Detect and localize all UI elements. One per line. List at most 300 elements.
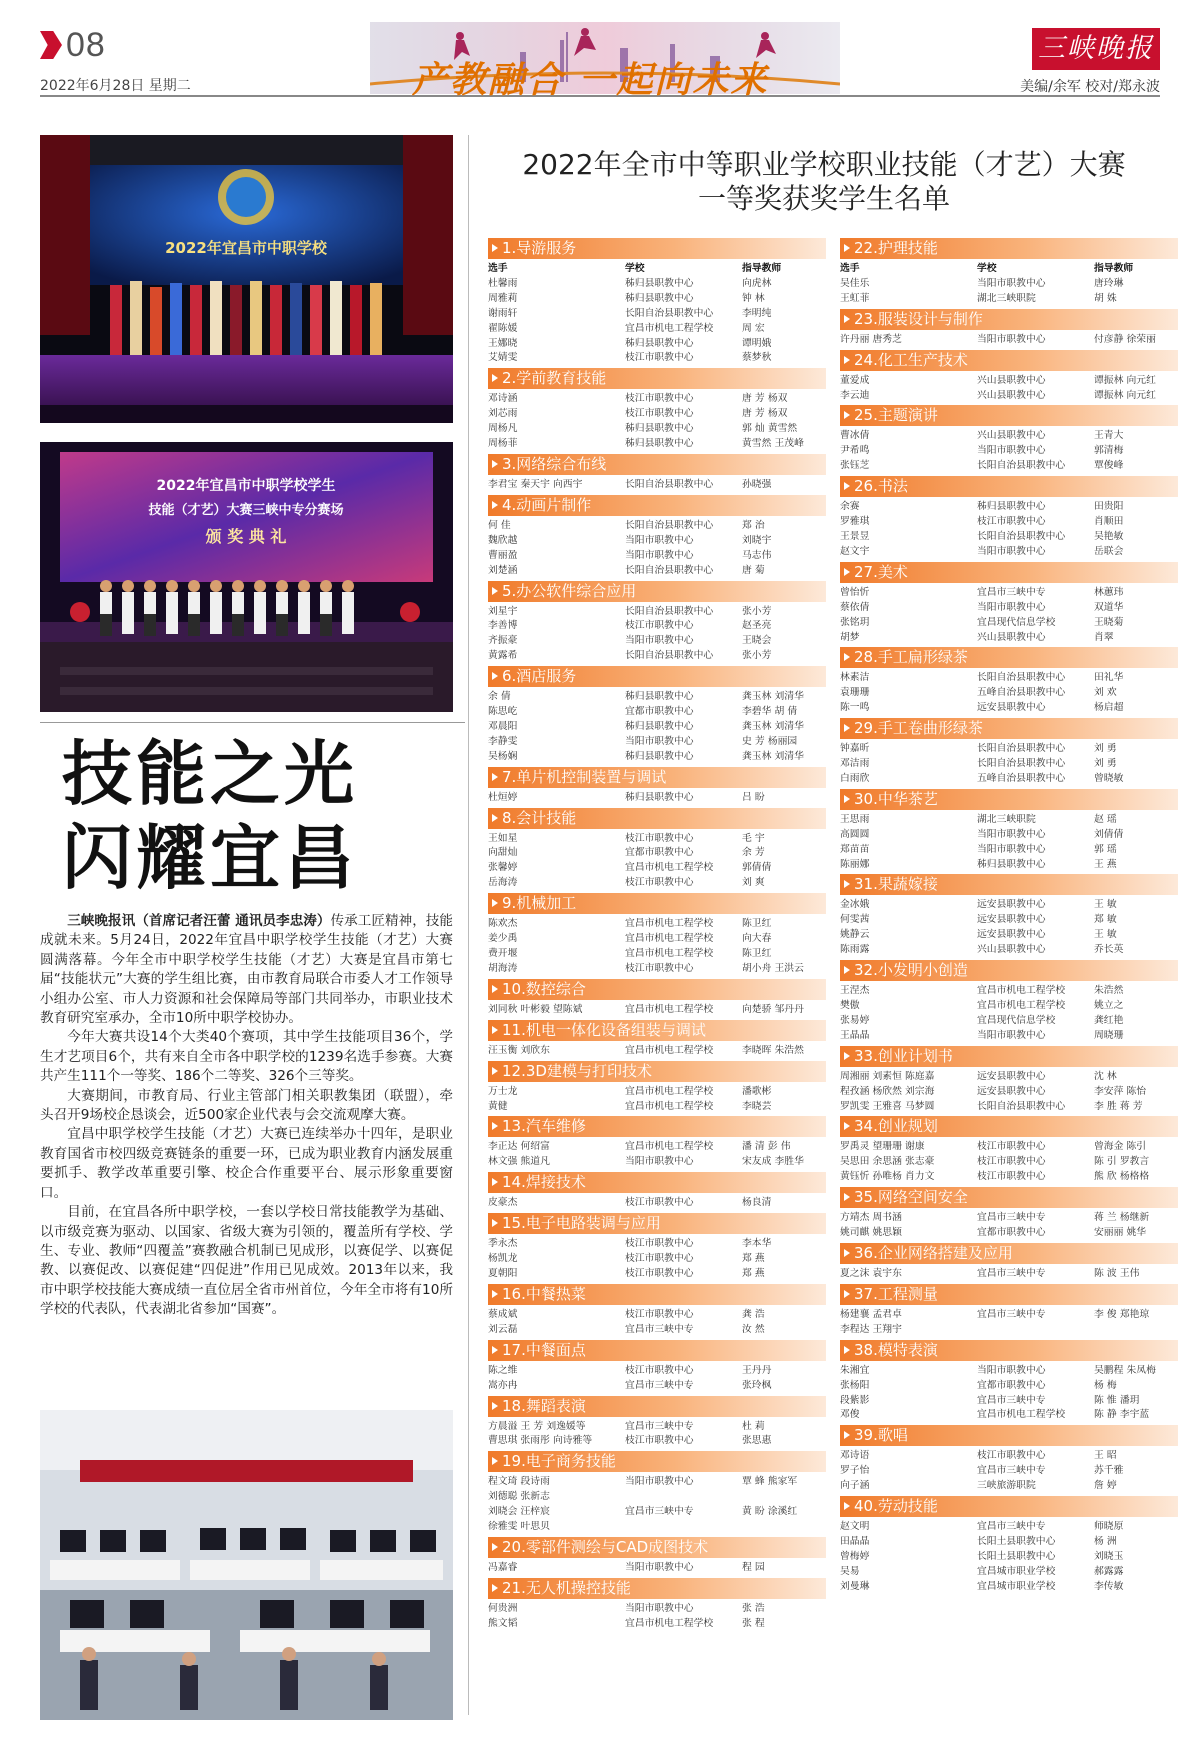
teacher-name: 李 俊 郑艳琼 <box>1094 1308 1150 1320</box>
banner-slogan: 产教融合 一起向未来 <box>412 60 769 101</box>
student-name: 徐雅雯 叶思贝 <box>488 1521 550 1533</box>
school-name: 宜昌市三峡中专 <box>625 1506 694 1518</box>
student-name: 刘星宇 <box>488 605 518 617</box>
winner-row <box>840 545 1178 560</box>
teacher-name: 曾海金 陈引 <box>1094 1141 1147 1153</box>
school-name: 长阳自治县职教中心 <box>977 1100 1066 1112</box>
student-name: 余赛 <box>840 501 860 513</box>
competition-section <box>840 1284 1178 1338</box>
teacher-name: 郭倩倩 <box>742 862 772 874</box>
winner-row <box>488 534 826 549</box>
headline-line2: 闪耀宜昌 <box>62 817 358 899</box>
student-name: 金冰娥 <box>840 899 870 911</box>
section-title: 23.服装设计与制作 <box>840 309 1178 330</box>
student-name: 杜馨雨 <box>488 277 518 289</box>
student-name: 张易婷 <box>840 1014 870 1026</box>
competition-section <box>488 767 826 806</box>
winner-row <box>488 1434 826 1449</box>
school-name: 远安县职教中心 <box>977 702 1046 714</box>
student-name: 张钰芝 <box>840 460 870 472</box>
competition-section <box>488 581 826 665</box>
section-title: 28.手工扁形绿茶 <box>840 647 1178 668</box>
student-name: 董爱成 <box>840 374 870 386</box>
teacher-name: 陈卫红 <box>742 918 772 930</box>
teacher-name: 肖翠 <box>1094 631 1114 643</box>
teacher-name: 刘 勇 <box>1094 743 1117 755</box>
teacher-name: 唐玲琳 <box>1094 277 1124 289</box>
winners-column-left <box>488 238 826 1634</box>
student-name: 王景昱 <box>840 530 870 542</box>
teacher-name: 李晓晖 朱浩然 <box>742 1044 804 1056</box>
student-name: 方晨溢 王 芳 刘逸媛等 <box>488 1420 586 1432</box>
student-name: 蔡成斌 <box>488 1308 518 1320</box>
school-name: 宜昌市机电工程学校 <box>625 933 714 945</box>
competition-section <box>840 476 1178 560</box>
section-title: 12.3D建模与打印技术 <box>488 1061 826 1082</box>
competition-section <box>488 1578 826 1632</box>
teacher-name: 杨 洲 <box>1094 1535 1117 1547</box>
section-title: 25.主题演讲 <box>840 405 1178 426</box>
school-name: 宜昌市机电工程学校 <box>625 322 714 334</box>
award-ceremony-image <box>40 442 453 712</box>
school-name: 兴山县职教中心 <box>977 944 1046 956</box>
section-title: 2.学前教育技能 <box>488 368 826 389</box>
winner-row <box>488 750 826 765</box>
article-paragraph-1: 传承工匠精神，技能成就未来。5月24日，2022年宜昌中职学校学生技能（才艺）大赛圆满落幕。今年全市中职学校学生技能（才艺）大赛是宜昌市第七届“技能状元”大赛的学生组比赛，由市教育局联合市委人才工作领导小组办公室、市人力资源和社会保障局等部门共同举办，市职业技术教育研究室承办，全市10所中职学校协办。 <box>40 913 454 1027</box>
teacher-name: 吴鹏程 朱凤梅 <box>1094 1364 1156 1376</box>
school-name: 当阳市职教中心 <box>625 534 694 546</box>
competition-section <box>488 1020 826 1059</box>
teacher-name: 曾晓敏 <box>1094 772 1124 784</box>
winner-row <box>840 913 1178 928</box>
student-name: 赵文宇 <box>840 545 870 557</box>
school-name: 秭归县职教中心 <box>625 691 694 703</box>
winner-row <box>840 742 1178 757</box>
winner-row <box>840 1140 1178 1155</box>
teacher-name: 王青大 <box>1094 430 1124 442</box>
winner-row <box>488 277 826 292</box>
school-name: 枝江市职教中心 <box>977 1156 1046 1168</box>
school-name: 宜都市职教中心 <box>977 1379 1046 1391</box>
teacher-name: 覃俊峰 <box>1094 460 1124 472</box>
article-paragraph <box>40 912 453 1028</box>
competition-section <box>840 405 1178 474</box>
teacher-name: 张思惠 <box>742 1435 772 1447</box>
winner-row <box>840 1464 1178 1479</box>
winner-row <box>840 1580 1178 1595</box>
teacher-name: 郝露露 <box>1094 1565 1124 1577</box>
school-name: 秭归县职教中心 <box>977 858 1046 870</box>
school-name: 宜昌市三峡中专 <box>625 1323 694 1335</box>
teacher-name: 张小芳 <box>742 650 772 662</box>
computer-lab-image <box>40 1410 453 1720</box>
teacher-name: 龚红艳 <box>1094 1014 1124 1026</box>
winner-row <box>488 947 826 962</box>
teacher-name: 王 昭 <box>1094 1450 1117 1462</box>
winner-row <box>840 843 1178 858</box>
student-name: 姚司麒 姚思颖 <box>840 1227 902 1239</box>
teacher-name: 吴艳敏 <box>1094 530 1124 542</box>
student-name: 岳海涛 <box>488 877 518 889</box>
competition-section <box>840 1340 1178 1424</box>
section-title: 7.单片机控制装置与调试 <box>488 767 826 788</box>
student-name: 陈思屹 <box>488 706 518 718</box>
school-name: 长阳自治县职教中心 <box>977 743 1066 755</box>
teacher-name: 熊 欣 杨格格 <box>1094 1171 1150 1183</box>
section-title: 33.创业计划书 <box>840 1046 1178 1067</box>
newspaper-logo: 三峡晚报 <box>1032 28 1160 70</box>
teacher-name: 胡 姝 <box>1094 292 1117 304</box>
school-name: 枝江市职教中心 <box>625 1364 694 1376</box>
school-name: 宜昌市机电工程学校 <box>625 1617 714 1629</box>
winner-row <box>840 429 1178 444</box>
school-name: 宜昌市三峡中专 <box>977 1267 1046 1279</box>
winner-row <box>488 351 826 366</box>
school-name: 枝江市职教中心 <box>977 1171 1046 1183</box>
winner-row <box>840 292 1178 307</box>
school-name: 当阳市职教中心 <box>977 1364 1046 1376</box>
teacher-name: 苏千雅 <box>1094 1465 1124 1477</box>
winner-row <box>488 292 826 307</box>
school-name: 五峰自治县职教中心 <box>977 687 1066 699</box>
student-name: 刘云磊 <box>488 1323 518 1335</box>
winner-row <box>488 619 826 634</box>
school-name: 当阳市职教中心 <box>625 1476 694 1488</box>
school-name: 宜昌市机电工程学校 <box>977 1000 1066 1011</box>
winner-row <box>840 858 1178 873</box>
school-name: 当阳市职教中心 <box>625 635 694 647</box>
teacher-name: 沈 林 <box>1094 1070 1117 1082</box>
winner-row <box>840 631 1178 646</box>
school-name: 枝江市职教中心 <box>625 1308 694 1320</box>
student-name: 熊文韬 <box>488 1617 518 1629</box>
student-name: 冯嘉睿 <box>488 1561 518 1573</box>
school-name: 秭归县职教中心 <box>625 337 694 349</box>
competition-section <box>488 454 826 493</box>
teacher-name: 杜 莉 <box>742 1420 765 1432</box>
winner-row <box>840 757 1178 772</box>
winner-row <box>840 1308 1178 1323</box>
school-name: 长阳自治县职教中心 <box>977 460 1066 472</box>
winners-title-line2: 一等奖获奖学生名单 <box>697 182 950 215</box>
teacher-name: 周晓珊 <box>1094 1029 1124 1041</box>
student-name: 邓晨阳 <box>488 720 518 732</box>
winner-row <box>488 1267 826 1282</box>
student-name: 李程达 王翔宇 <box>840 1323 902 1335</box>
headline-line1: 技能之光 <box>62 733 358 815</box>
teacher-name: 向大春 <box>742 933 772 945</box>
teacher-name: 毛 宇 <box>742 832 765 844</box>
teacher-name: 张 浩 <box>742 1602 765 1614</box>
competition-section <box>488 1537 826 1576</box>
teacher-name: 师晓原 <box>1094 1521 1124 1533</box>
competition-section <box>488 1213 826 1282</box>
competition-section <box>840 789 1178 873</box>
winner-row <box>488 1155 826 1170</box>
school-name: 枝江市职教中心 <box>625 352 694 364</box>
school-name: 秭归县职教中心 <box>977 501 1046 513</box>
competition-section <box>840 1243 1178 1282</box>
section-title: 1.导游服务 <box>488 238 826 259</box>
winner-row <box>840 772 1178 787</box>
student-name: 何雯茜 <box>840 914 870 926</box>
winner-row <box>840 389 1178 404</box>
winner-row <box>840 1085 1178 1100</box>
school-name: 兴山县职教中心 <box>977 430 1046 442</box>
column-header: 学校 <box>977 263 997 274</box>
school-name: 秭归县职教中心 <box>625 438 694 450</box>
section-title: 6.酒店服务 <box>488 666 826 687</box>
teacher-name: 钟 林 <box>742 292 765 304</box>
student-name: 杜烜婷 <box>488 791 518 803</box>
competition-section <box>488 238 826 366</box>
student-name: 刘同秋 叶彬毅 望陈斌 <box>488 1003 583 1015</box>
winner-row <box>488 437 826 452</box>
winner-row <box>840 1364 1178 1379</box>
competition-section <box>488 979 826 1018</box>
teacher-name: 郑 治 <box>742 519 765 531</box>
teacher-name: 覃 蜂 熊家军 <box>742 1476 798 1488</box>
student-name: 杨凯龙 <box>488 1253 518 1265</box>
teacher-name: 刘晓宇 <box>742 534 772 546</box>
main-headline <box>62 732 358 900</box>
column-divider <box>468 135 469 1715</box>
winner-row <box>488 720 826 735</box>
teacher-name: 龚玉林 刘清华 <box>742 750 804 762</box>
school-name: 当阳市职教中心 <box>977 601 1046 613</box>
student-name: 王虹菲 <box>840 292 870 304</box>
school-name: 宜昌市机电工程学校 <box>625 948 714 959</box>
student-name: 黄钰忻 孙唯杨 肖力文 <box>840 1171 935 1183</box>
teacher-name: 龚玉林 刘清华 <box>742 691 804 703</box>
teacher-name: 郭清梅 <box>1094 445 1124 457</box>
winner-row <box>488 307 826 322</box>
column-header: 指导教师 <box>1094 263 1134 274</box>
article-body <box>40 912 453 1320</box>
section-title: 24.化工生产技术 <box>840 350 1178 371</box>
section-title: 26.书法 <box>840 476 1178 497</box>
stage-screen-title: 2022年宜昌市中职学校 <box>165 239 327 257</box>
competition-section <box>840 238 1178 307</box>
student-name: 李静雯 <box>488 735 518 747</box>
student-name: 邓诗涵 <box>488 393 518 405</box>
school-name: 宜昌市机电工程学校 <box>625 1085 714 1097</box>
winner-row <box>488 478 826 493</box>
student-name: 尹希鸣 <box>840 445 870 457</box>
competition-section <box>840 350 1178 404</box>
winner-row <box>840 1029 1178 1044</box>
winner-row <box>840 1565 1178 1580</box>
competition-section <box>840 1425 1178 1494</box>
student-name: 余 倩 <box>488 691 511 703</box>
student-name: 许丹丽 唐秀芝 <box>840 333 902 345</box>
school-name: 枝江市职教中心 <box>625 408 694 420</box>
school-name: 宜昌市机电工程学校 <box>977 985 1066 997</box>
school-name: 长阳自治县职教中心 <box>625 650 714 662</box>
school-name: 当阳市职教中心 <box>625 549 694 561</box>
winner-row <box>840 1520 1178 1535</box>
student-name: 蔡依倩 <box>840 601 870 613</box>
section-title: 14.焊接技术 <box>488 1172 826 1193</box>
article-paragraph-3: 大赛期间，市教育局、行业主管部门相关职教集团（联盟），牵头召开9场校企恳谈会，近500家企业代表与会交流观摩大赛。 <box>40 1087 453 1124</box>
student-name: 陈欢杰 <box>488 918 518 930</box>
student-name: 李善博 <box>488 620 518 632</box>
teacher-name: 唐 芳 杨双 <box>742 408 788 420</box>
teacher-name: 谭振林 向元红 <box>1094 389 1156 401</box>
winner-row <box>488 1085 826 1100</box>
student-name: 艾婧雯 <box>488 352 518 364</box>
school-name: 当阳市职教中心 <box>625 1561 694 1573</box>
school-name <box>625 1490 742 1505</box>
winner-row <box>488 392 826 407</box>
winner-row <box>488 791 826 806</box>
winner-row <box>840 1379 1178 1394</box>
winner-row <box>840 671 1178 686</box>
school-name: 长阳土县职教中心 <box>977 1550 1056 1562</box>
school-name: 长阳自治县职教中心 <box>625 307 714 319</box>
winner-row <box>488 1379 826 1394</box>
teacher-name: 赵 瑶 <box>1094 813 1117 825</box>
teacher-name: 郭 灿 黄雪然 <box>742 423 798 435</box>
teacher-name: 李晓芸 <box>742 1100 772 1112</box>
section-title: 37.工程测量 <box>840 1284 1178 1305</box>
competition-section <box>488 893 826 977</box>
winner-row <box>488 1100 826 1115</box>
student-name: 汪玉衡 刘欣东 <box>488 1044 550 1056</box>
teacher-name: 周 宏 <box>742 322 765 334</box>
winner-row <box>840 333 1178 348</box>
teacher-name: 刘 爽 <box>742 877 765 889</box>
school-name: 枝江市职教中心 <box>625 1253 694 1265</box>
teacher-name: 潘歌彬 <box>742 1085 772 1097</box>
school-name: 五峰自治县职教中心 <box>977 772 1066 784</box>
winner-row <box>488 1237 826 1252</box>
student-name: 李君宝 秦天宇 向西宇 <box>488 478 583 490</box>
student-name: 王如星 <box>488 832 518 844</box>
section-title: 39.歌唱 <box>840 1425 1178 1446</box>
teacher-name: 张玲枫 <box>742 1379 772 1391</box>
competition-section <box>840 1187 1178 1241</box>
school-name: 当阳市职教中心 <box>977 277 1046 289</box>
teacher-name <box>742 1520 826 1535</box>
section-title: 32.小发明小创造 <box>840 960 1178 981</box>
school-name: 长阳自治县职教中心 <box>625 478 714 490</box>
teacher-name: 赵圣亮 <box>742 620 772 632</box>
teacher-name: 张 程 <box>742 1617 765 1629</box>
teacher-name: 谭振林 向元红 <box>1094 374 1156 386</box>
section-title: 35.网络空间安全 <box>840 1187 1178 1208</box>
competition-section <box>488 1451 826 1535</box>
student-name: 袁珊珊 <box>840 687 870 699</box>
school-name: 宜都市职教中心 <box>977 1227 1046 1239</box>
student-name: 姜少禹 <box>488 933 518 945</box>
competition-section <box>840 562 1178 646</box>
school-name: 宜昌现代信息学校 <box>977 616 1056 628</box>
teacher-name: 王晓会 <box>742 635 772 647</box>
competition-section <box>488 1172 826 1211</box>
section-title: 40.劳动技能 <box>840 1496 1178 1517</box>
school-name: 宜昌市机电工程学校 <box>625 862 714 874</box>
student-name: 王娜晓 <box>488 337 518 349</box>
winner-row <box>840 999 1178 1014</box>
student-name: 高圆圆 <box>840 828 870 840</box>
winner-row <box>488 407 826 422</box>
school-name: 当阳市职教中心 <box>625 735 694 747</box>
teacher-name: 杨 梅 <box>1094 1379 1117 1391</box>
winner-row <box>840 898 1178 913</box>
student-name: 周雅莉 <box>488 292 518 304</box>
teacher-name: 安丽丽 姚华 <box>1094 1227 1147 1239</box>
teacher-name: 汝 然 <box>742 1323 765 1335</box>
student-name: 胡海涛 <box>488 962 518 974</box>
section-title: 21.无人机操控技能 <box>488 1578 826 1599</box>
section-title: 10.数控综合 <box>488 979 826 1000</box>
winner-row <box>488 634 826 649</box>
school-name: 宜昌市三峡中专 <box>625 1379 694 1391</box>
section-title: 3.网络综合布线 <box>488 454 826 475</box>
winners-list-title <box>488 148 1160 216</box>
competition-section <box>840 718 1178 787</box>
computer-lab-photo <box>40 1410 453 1720</box>
winner-row <box>488 1252 826 1267</box>
teacher-name: 林蕙玮 <box>1094 586 1124 598</box>
teacher-name: 蔡梦秋 <box>742 352 772 364</box>
winner-row <box>840 1408 1178 1423</box>
column-headers <box>488 262 826 277</box>
student-name: 吴思田 余思涵 张志豪 <box>840 1156 935 1168</box>
teacher-name <box>742 1490 826 1505</box>
student-name: 陈雨露 <box>840 944 870 956</box>
student-name: 陈丽娜 <box>840 858 870 870</box>
competition-section <box>488 808 826 892</box>
column-header: 指导教师 <box>742 263 782 274</box>
school-name: 当阳市职教中心 <box>977 828 1046 840</box>
student-name: 夏之沫 袁宇东 <box>840 1267 902 1279</box>
student-name: 黄健 <box>488 1100 508 1112</box>
winner-row <box>488 1323 826 1338</box>
stage-performance-photo <box>40 135 453 423</box>
column-header: 选手 <box>840 263 860 274</box>
competition-section <box>840 1046 1178 1115</box>
competition-section <box>840 1116 1178 1185</box>
teacher-name: 唐 菊 <box>742 564 765 576</box>
school-name: 枝江市职教中心 <box>625 393 694 405</box>
teacher-name: 郑 燕 <box>742 1267 765 1279</box>
competition-section <box>840 1496 1178 1595</box>
student-name: 吴易 <box>840 1565 860 1577</box>
winner-row <box>488 1308 826 1323</box>
school-name: 枝江市职教中心 <box>625 1197 694 1209</box>
ceremony-banner-line3: 颁 奖 典 礼 <box>205 527 287 546</box>
section-title: 19.电子商务技能 <box>488 1451 826 1472</box>
student-name: 王思雨 <box>840 813 870 825</box>
student-name: 陈一鸣 <box>840 702 870 714</box>
teacher-name: 付彦静 徐荣丽 <box>1094 333 1156 345</box>
section-title: 30.中华茶艺 <box>840 789 1178 810</box>
winner-row <box>488 861 826 876</box>
school-name: 当阳市职教中心 <box>977 843 1046 855</box>
student-name: 向甜灿 <box>488 847 518 859</box>
teacher-name: 余 芳 <box>742 847 765 859</box>
winner-row <box>488 846 826 861</box>
school-name: 宜昌市机电工程学校 <box>977 1409 1066 1421</box>
student-name: 罗雅琪 <box>840 516 870 528</box>
school-name: 长阳自治县职教中心 <box>625 519 714 531</box>
teacher-name: 王 燕 <box>1094 858 1117 870</box>
student-name: 万士龙 <box>488 1085 518 1097</box>
school-name: 远安县职教中心 <box>977 1070 1046 1082</box>
column-header: 选手 <box>488 263 508 274</box>
